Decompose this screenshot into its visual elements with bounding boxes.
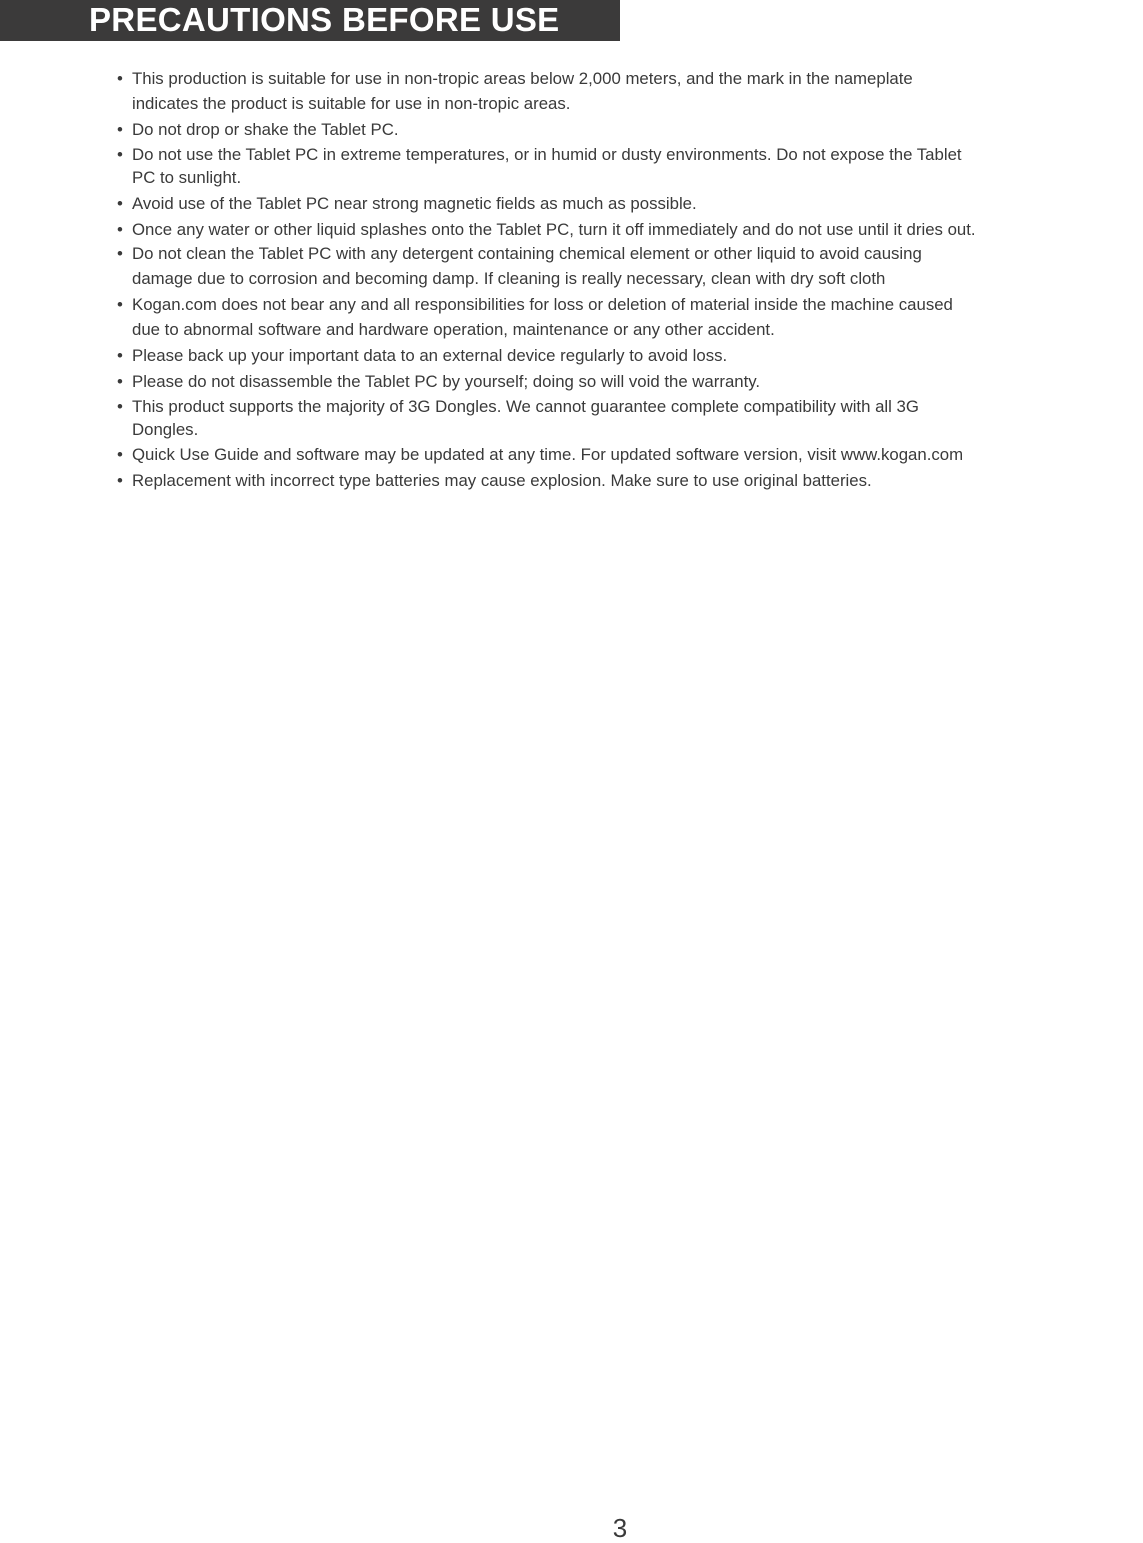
list-item-text: Please back up your important data to an external device regularly to avoid loss. [132,346,728,365]
list-item-text: Do not clean the Tablet PC with any detergent containing chemical element or other liquid to avoid causing [132,244,922,263]
bullet: • [117,69,123,88]
page-number: 3 [612,1513,628,1543]
bullet: • [117,445,123,464]
list-item-text: due to abnormal software and hardware operation, maintenance or any other accident. [132,320,775,339]
bullet: • [117,397,123,416]
list-item-text: Please do not disassemble the Tablet PC by yourself; doing so will void the warranty. [132,372,761,391]
bullet: • [117,145,123,164]
list-item [117,143,1141,189]
list-item [117,395,1141,441]
section-title: PRECAUTIONS BEFORE USE [89,1,560,38]
list-item-text: Quick Use Guide and software may be updated at any time. For updated software version, visit www.kogan.com [132,445,964,464]
list-item-text: Kogan.com does not bear any and all responsibilities for loss or deletion of material inside the machine caused [132,295,953,314]
list-item [117,241,1141,291]
list-item-text: Avoid use of the Tablet PC near strong magnetic fields as much as possible. [132,194,697,213]
list-item-text: Once any water or other liquid splashes onto the Tablet PC, turn it off immediately and do not use until it dries out. [132,220,976,239]
bullet: • [117,220,123,239]
list-item-text: PC to sunlight. [132,168,242,187]
list-item [117,369,1141,394]
list-item-text: This production is suitable for use in non-tropic areas below 2,000 meters, and the mark in the nameplate [132,69,913,88]
list-item-text: indicates the product is suitable for use in non-tropic areas. [132,94,571,113]
list-item-text: Dongles. [132,420,199,439]
bullet: • [117,346,123,365]
list-item-text: Do not drop or shake the Tablet PC. [132,120,399,139]
bullet: • [117,120,123,139]
bullet: • [117,194,123,213]
section-header-bar [0,0,620,41]
list-item [117,442,1141,467]
list-item [117,468,1141,493]
bullet: • [117,295,123,314]
list-item [117,191,1141,216]
list-item [117,217,1141,242]
list-item [117,117,1141,142]
list-item [117,343,1141,368]
list-item [117,292,1141,342]
list-item-text: Replacement with incorrect type batteries may cause explosion. Make sure to use original batteries. [132,471,872,490]
list-item-text: Do not use the Tablet PC in extreme temperatures, or in humid or dusty environments. Do not expose the Tablet [132,145,962,164]
list-item-text: damage due to corrosion and becoming damp. If cleaning is really necessary, clean with dry soft cloth [132,269,886,288]
list-item [117,66,1141,116]
bullet: • [117,244,123,263]
list-item-text: This product supports the majority of 3G Dongles. We cannot guarantee complete compatibility with all 3G [132,397,919,416]
bullet: • [117,471,123,490]
bullet: • [117,372,123,391]
